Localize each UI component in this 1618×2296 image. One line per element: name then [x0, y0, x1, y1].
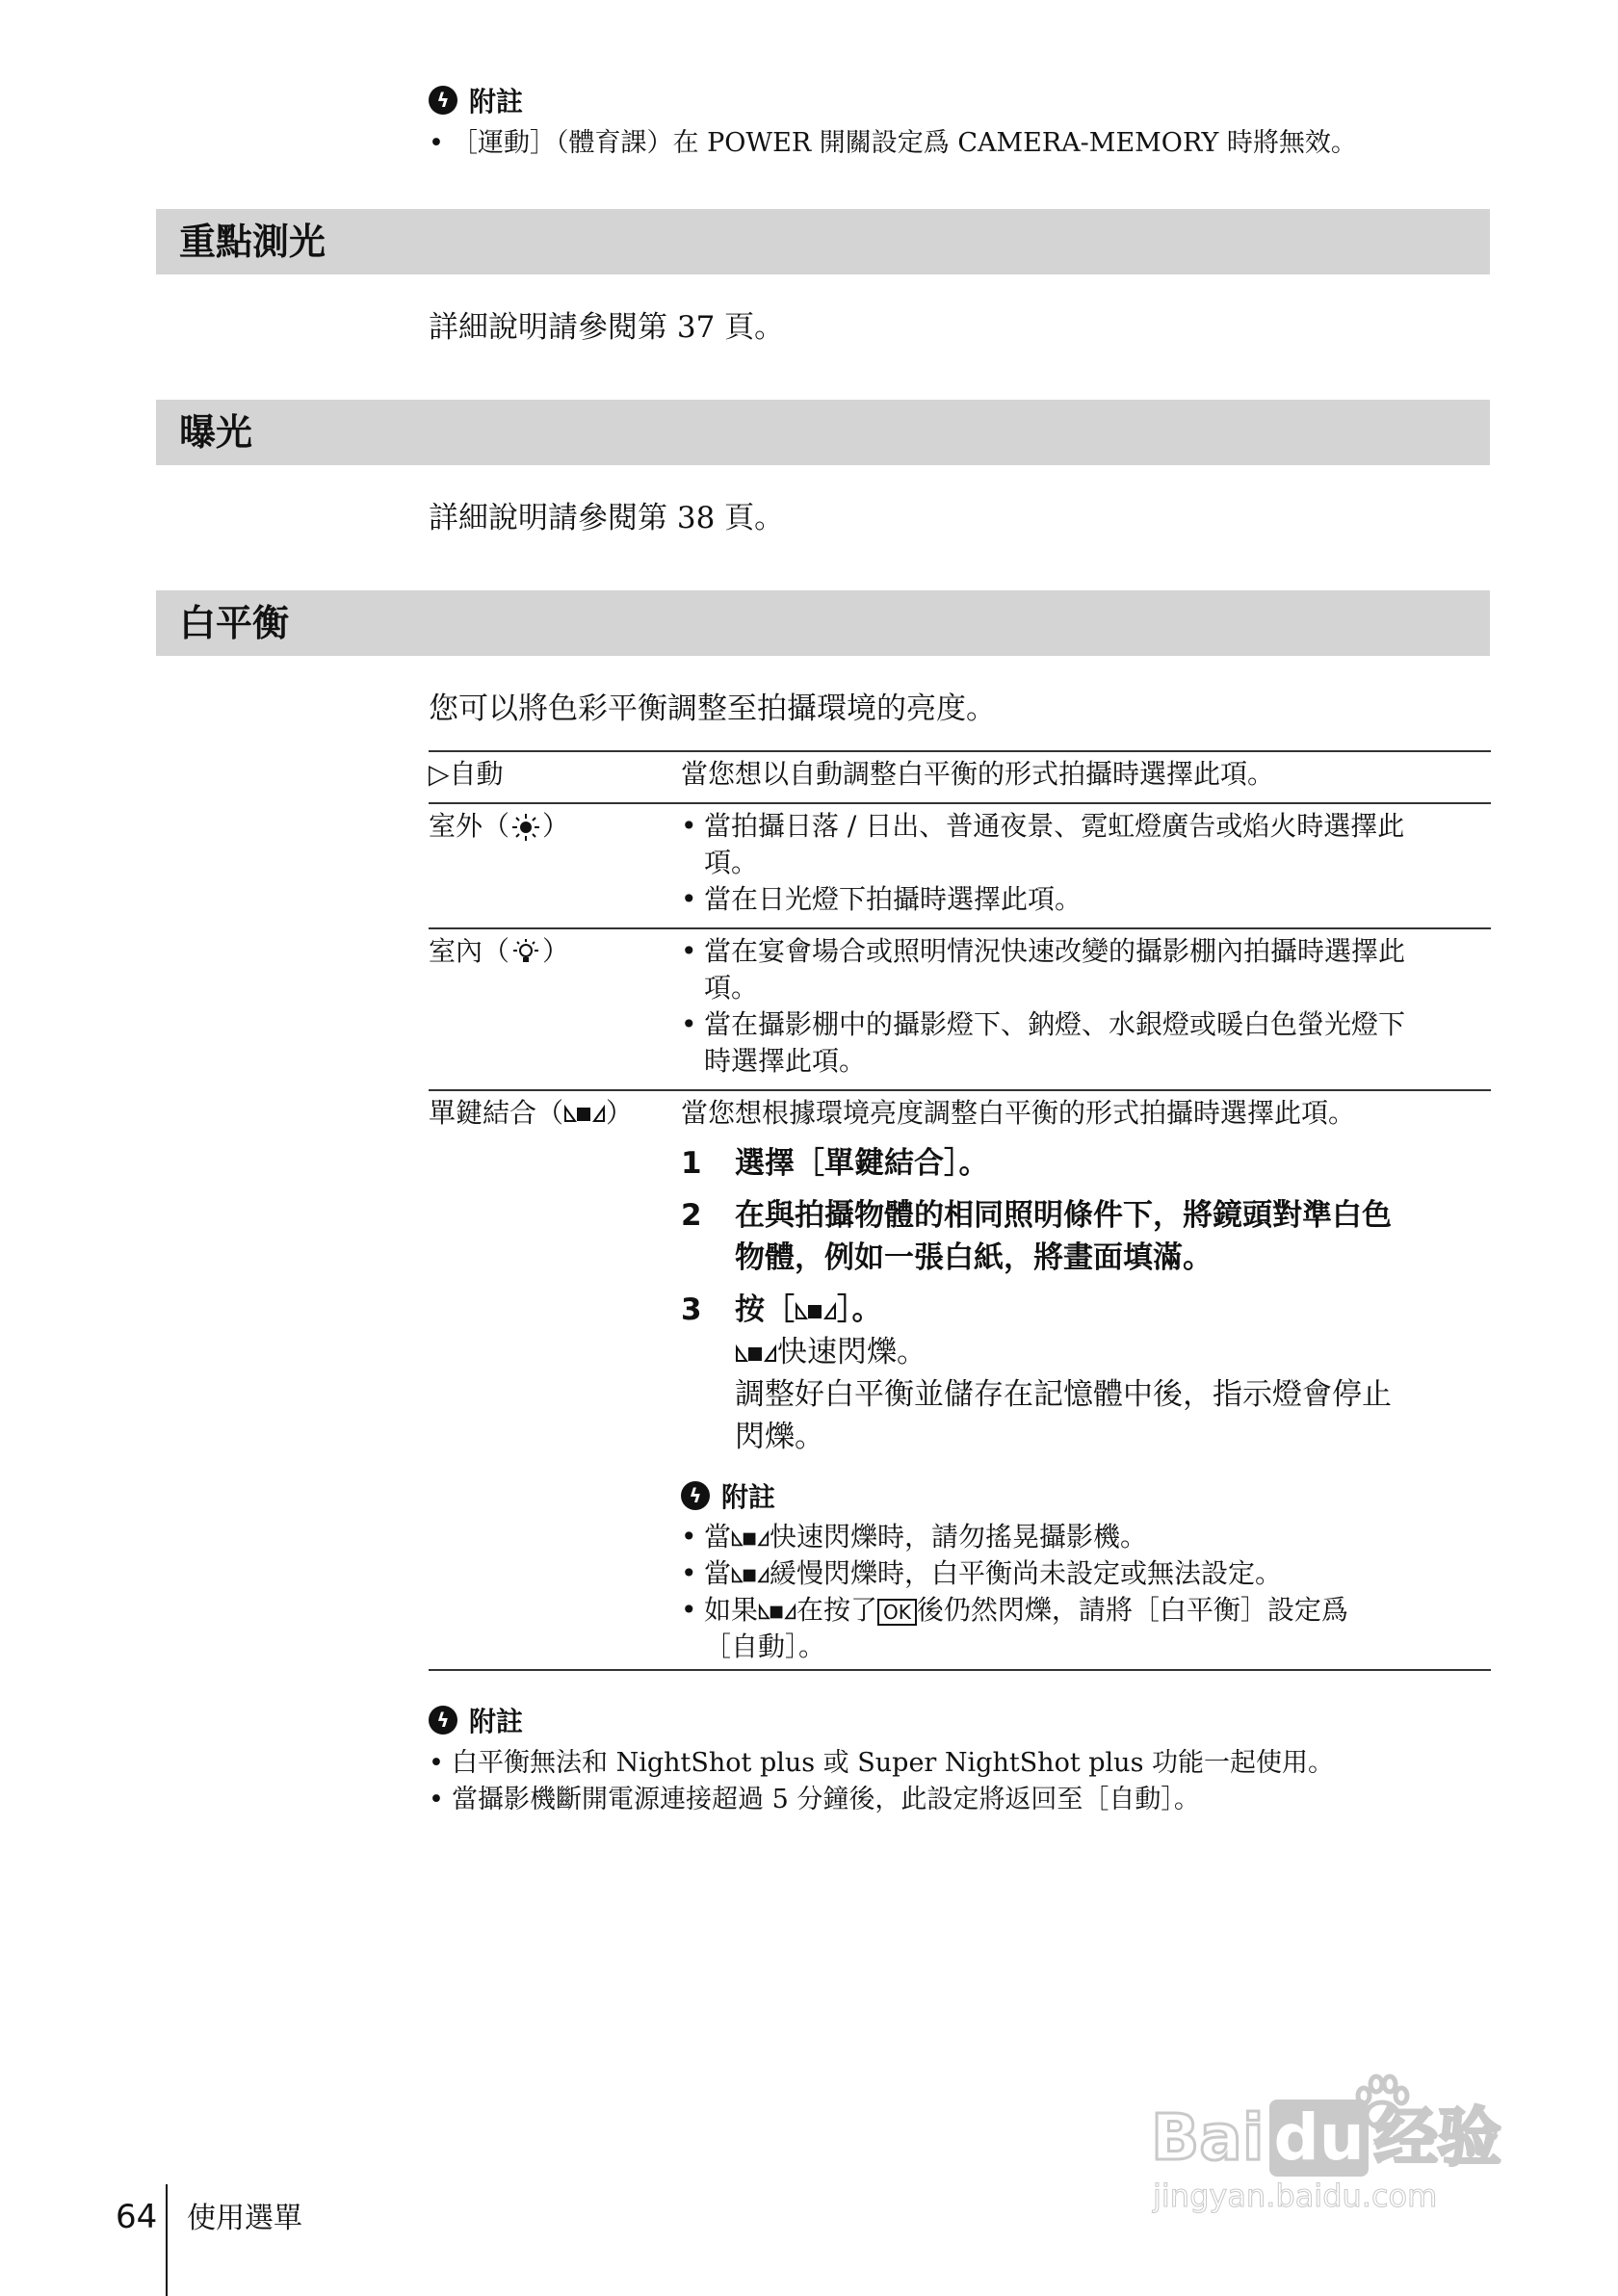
exposure-text: 詳細說明請參閱第 38 頁。	[429, 501, 785, 535]
top-note	[429, 81, 1488, 162]
wb-one-push-desc: 當您想根據環境亮度調整白平衡的形式拍攝時選擇此項。	[681, 1097, 1356, 1129]
list-item	[681, 808, 1490, 881]
note-icon: ϟ	[429, 1706, 457, 1735]
label-text: 單鍵結合（	[429, 1097, 564, 1129]
white-balance-intro: 您可以將色彩平衡調整至拍攝環境的亮度。	[429, 691, 996, 726]
note-heading	[681, 1476, 1490, 1515]
line: • 當在宴會場合或照明情況快速改變的攝影棚內拍攝時選擇此	[704, 935, 1406, 967]
section-title: 曝光	[179, 411, 253, 454]
line: ［自動］。	[704, 1631, 826, 1662]
note-bullet: • ［運動］（體育課）在 POWER 開關設定爲 CAMERA-MEMORY 時將無效。	[429, 125, 1488, 162]
table-rule	[429, 927, 1491, 929]
text: 在按了	[796, 1594, 878, 1626]
wb-auto-desc: 當您想以自動調整白平衡的形式拍攝時選擇此項。	[681, 758, 1275, 790]
line: 在與拍攝物體的相同照明條件下，將鏡頭對準白色	[735, 1198, 1392, 1233]
bottom-note	[429, 1701, 1488, 1818]
wb-outdoor-desc	[681, 808, 1490, 918]
baidu-watermark	[1151, 2071, 1536, 2215]
line	[735, 1289, 1392, 1331]
note-icon: ϟ	[429, 86, 457, 115]
list-item	[681, 933, 1490, 1006]
section-bar-white-balance	[156, 590, 1490, 656]
step-text: 選擇［單鍵結合］。	[735, 1146, 989, 1181]
list-item	[681, 1006, 1490, 1080]
line: 項。	[704, 847, 759, 878]
note-title: 附註	[721, 1481, 776, 1513]
bulb-icon	[509, 938, 542, 967]
text: ］。	[837, 1292, 882, 1327]
table-rule	[429, 1089, 1491, 1091]
watermark-url: jingyan.baidu.com	[1153, 2178, 1438, 2214]
text: 快速閃爍。	[777, 1335, 926, 1370]
list-item	[681, 1592, 1490, 1665]
label-text: ）	[542, 810, 570, 842]
text: Bai	[1151, 2100, 1265, 2175]
text: 快速閃爍時，請勿搖晃攝影機。	[770, 1521, 1148, 1552]
label-text: ）	[606, 1097, 634, 1129]
ok-button-icon: OK	[877, 1599, 917, 1626]
note-icon: ϟ	[681, 1481, 710, 1510]
watermark-brand	[1151, 2100, 1501, 2177]
line: 閃爍。	[735, 1420, 824, 1454]
text: 後仍然閃爍，請將［白平衡］設定爲	[916, 1594, 1348, 1626]
section-bar-spot-meter	[156, 209, 1490, 274]
one-push-wb-icon	[731, 1564, 770, 1587]
note-title: 附註	[469, 1706, 524, 1737]
one-push-wb-icon	[758, 1601, 796, 1624]
list-item	[681, 881, 1490, 918]
note-title: 附註	[469, 86, 524, 117]
label-text: 室外（	[429, 810, 510, 842]
table-rule	[429, 1669, 1491, 1671]
line: • 當在攝影棚中的攝影燈下、鈉燈、水銀燈或暖白色螢光燈下	[704, 1008, 1406, 1040]
line: 項。	[704, 972, 759, 1004]
list-item	[681, 1555, 1490, 1592]
section-title: 白平衡	[179, 602, 290, 644]
text: 如果	[704, 1594, 759, 1626]
wb-option-outdoor	[429, 808, 569, 845]
one-push-wb-icon	[735, 1342, 777, 1367]
step-3	[681, 1289, 1490, 1458]
table-rule	[429, 802, 1491, 804]
one-push-wb-icon	[795, 1299, 837, 1324]
footer-section-name: 使用選單	[187, 2202, 302, 2235]
label-text: ）	[542, 935, 570, 967]
step-number: 2	[681, 1198, 702, 1233]
text: 當	[704, 1521, 732, 1552]
step-2	[681, 1194, 1490, 1279]
one-push-note	[681, 1476, 1490, 1665]
section-title: 重點測光	[179, 221, 326, 263]
line	[735, 1331, 1392, 1373]
table-rule	[429, 750, 1491, 752]
step-number: 3	[681, 1292, 702, 1327]
line: • 當在日光燈下拍攝時選擇此項。	[704, 883, 1083, 915]
text: 緩慢閃爍時，白平衡尚未設定或無法設定。	[770, 1557, 1283, 1589]
wb-indoor-desc	[681, 933, 1490, 1080]
text: 按［	[735, 1292, 795, 1327]
one-push-steps	[681, 1142, 1490, 1458]
step-text	[735, 1289, 1392, 1458]
step-1	[681, 1142, 1490, 1185]
wb-option-auto: ▷自動	[429, 758, 504, 790]
step-number: 1	[681, 1146, 702, 1181]
page-number: 64	[116, 2198, 158, 2236]
note-bullet: • 當攝影機斷開電源連接超過 5 分鐘後，此設定將返回至［自動］。	[429, 1782, 1488, 1818]
line: 調整好白平衡並儲存在記憶體中後，指示燈會停止	[735, 1377, 1392, 1412]
wb-option-one-push	[429, 1095, 633, 1132]
note-heading	[429, 81, 1488, 119]
text: 经验	[1373, 2100, 1501, 2175]
list-item	[681, 1519, 1490, 1555]
note-heading	[429, 1701, 1488, 1739]
line: 時選擇此項。	[704, 1045, 867, 1077]
line: • 當拍攝日落 / 日出、普通夜景、霓虹燈廣告或焰火時選擇此	[704, 810, 1405, 842]
text: du	[1269, 2100, 1368, 2177]
note-bullet: • 白平衡無法和 NightShot plus 或 Super NightShot plus 功能一起使用。	[429, 1745, 1488, 1782]
section-bar-exposure	[156, 400, 1490, 465]
line: 物體，例如一張白紙，將畫面填滿。	[735, 1240, 1213, 1275]
one-push-wb-icon	[731, 1527, 770, 1551]
sun-icon	[509, 813, 542, 842]
step-text	[735, 1194, 1392, 1279]
label-text: 室內（	[429, 935, 510, 967]
spot-meter-text: 詳細說明請參閱第 37 頁。	[429, 310, 785, 345]
wb-option-indoor	[429, 933, 569, 970]
text: 當	[704, 1557, 732, 1589]
footer-divider	[166, 2184, 168, 2296]
one-push-wb-icon	[563, 1102, 606, 1127]
